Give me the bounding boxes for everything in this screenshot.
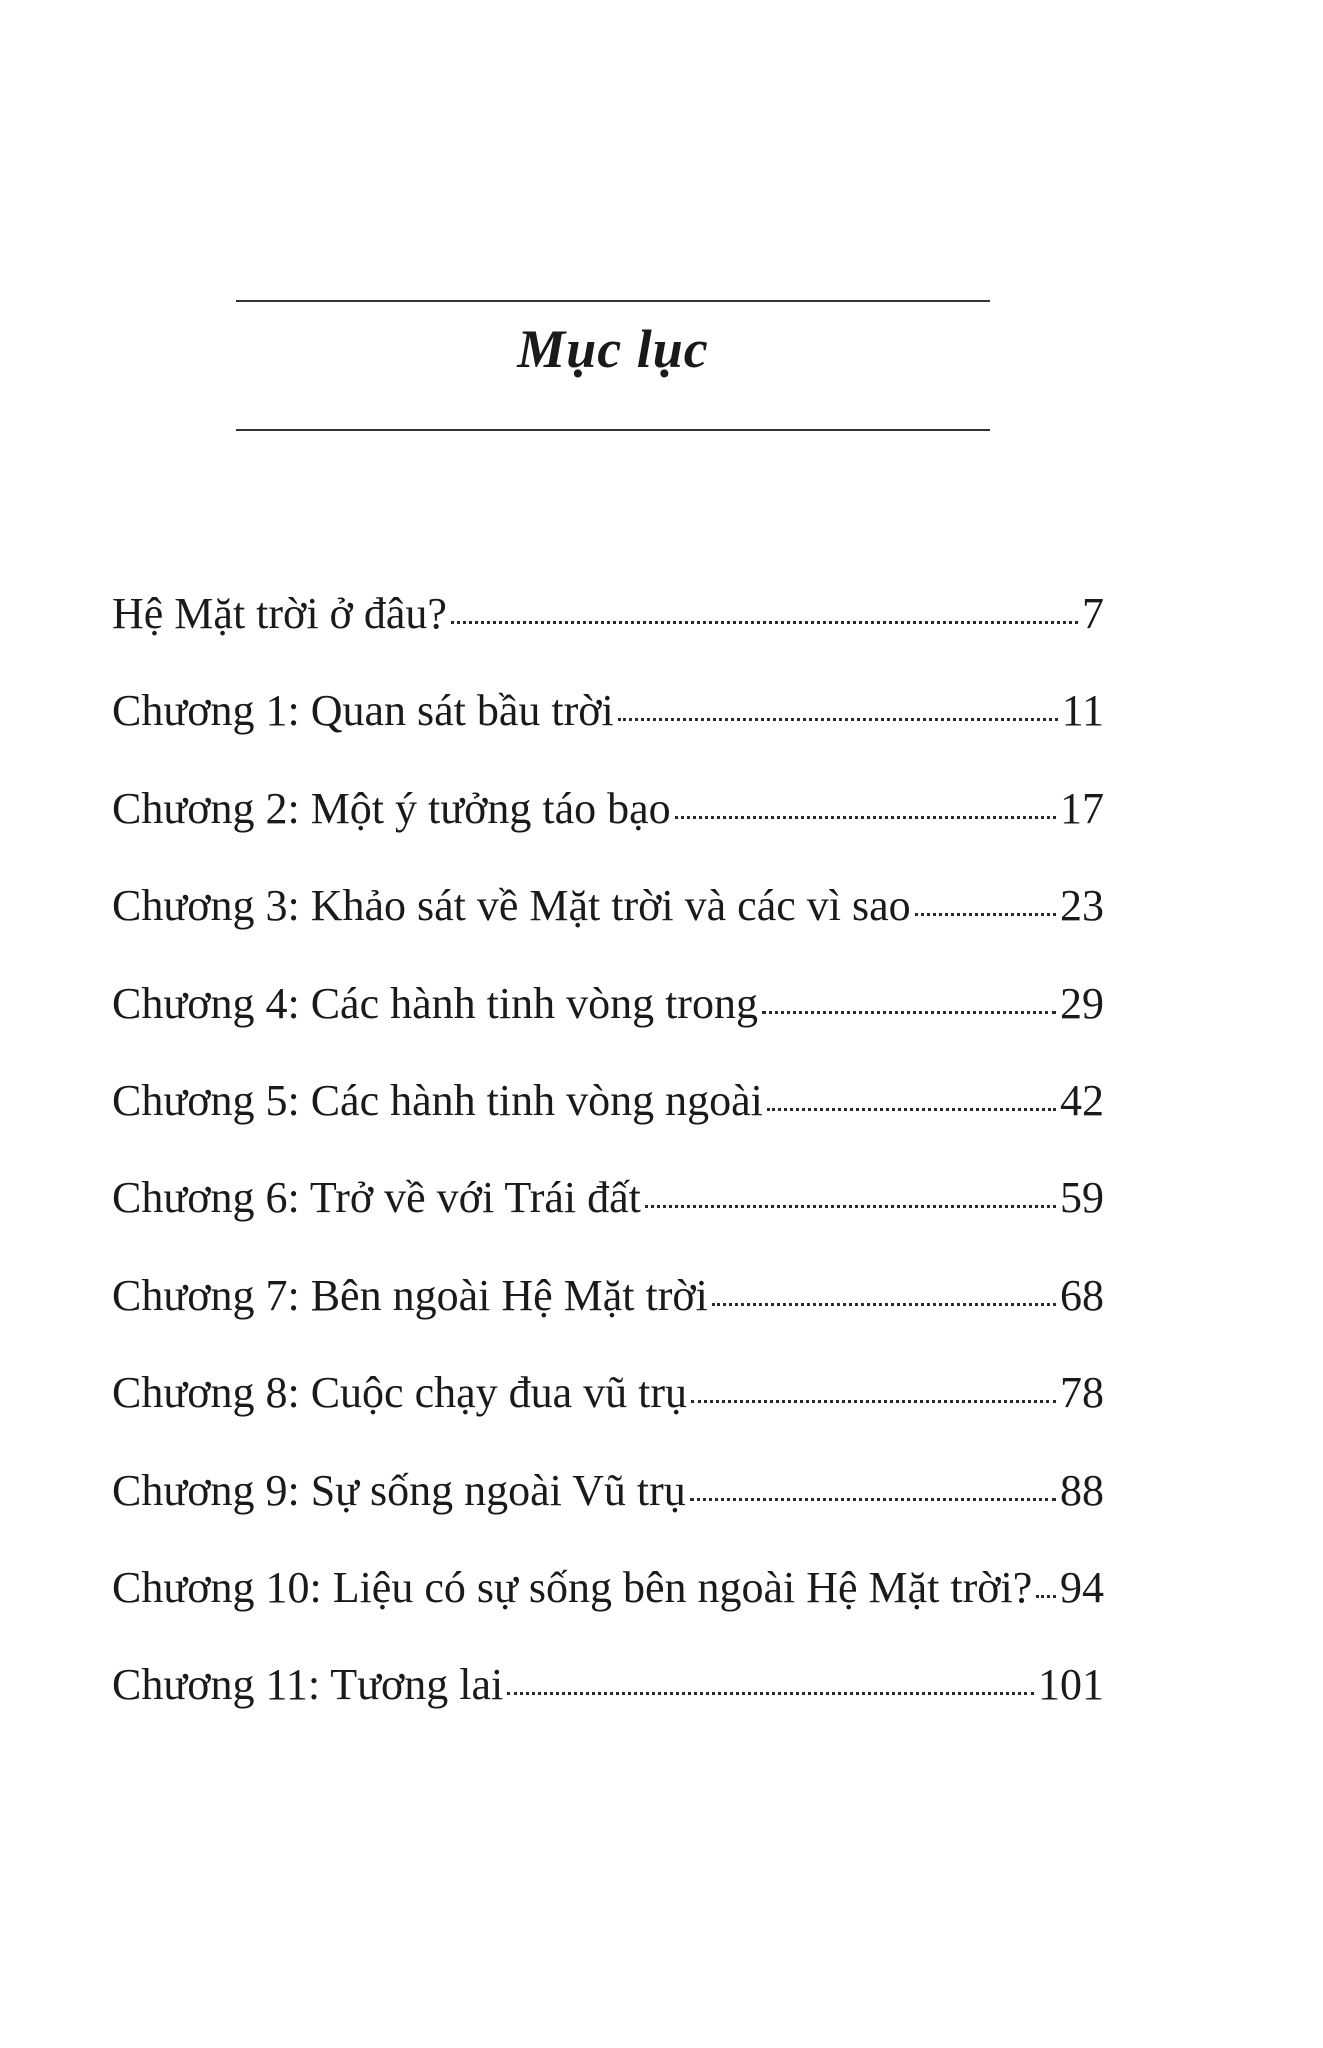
toc-entry[interactable] [112, 1344, 1104, 1441]
toc-entry-label: Chương 2: Một ý tưởng táo bạo [112, 783, 671, 833]
toc-entry-page: 68 [1060, 1270, 1104, 1320]
toc-entry-label: Chương 4: Các hành tinh vòng trong [112, 978, 758, 1028]
toc-dot-leader [675, 816, 1056, 819]
toc-dot-leader [451, 621, 1078, 624]
toc-entry[interactable] [112, 565, 1104, 662]
toc-dot-leader [915, 913, 1056, 916]
toc-dot-leader [1036, 1595, 1056, 1598]
toc-entry-label: Chương 3: Khảo sát về Mặt trời và các vì sao [112, 881, 911, 931]
toc-dot-leader [645, 1205, 1056, 1208]
toc-entry[interactable] [112, 1636, 1104, 1733]
toc-dot-leader [762, 1011, 1056, 1014]
toc-entry-page: 11 [1061, 686, 1104, 736]
toc-entry-page: 17 [1060, 783, 1104, 833]
toc-entry[interactable] [112, 857, 1104, 954]
toc-entry-page: 42 [1060, 1075, 1104, 1125]
toc-dot-leader [712, 1303, 1056, 1306]
toc-entry-label: Hệ Mặt trời ở đâu? [112, 589, 447, 638]
toc-entry-page: 101 [1038, 1660, 1104, 1710]
toc-entry[interactable] [112, 1052, 1104, 1149]
toc-entry-page: 88 [1060, 1465, 1104, 1515]
title-rule-top [236, 300, 990, 302]
toc-dot-leader [618, 718, 1058, 721]
toc-entry[interactable] [112, 955, 1104, 1052]
page-title: Mục lục [517, 319, 709, 379]
toc-entry-label: Chương 10: Liệu có sự sống bên ngoài Hệ Mặt trời? [112, 1562, 1033, 1612]
toc-entry-page: 7 [1082, 589, 1104, 638]
toc-entry-label: Chương 1: Quan sát bầu trời [112, 686, 614, 736]
table-of-contents [112, 565, 1104, 1734]
toc-entry-label: Chương 5: Các hành tinh vòng ngoài [112, 1075, 763, 1125]
toc-entry[interactable] [112, 1247, 1104, 1344]
toc-entry-label: Chương 7: Bên ngoài Hệ Mặt trời [112, 1270, 708, 1320]
toc-entry-label: Chương 8: Cuộc chạy đua vũ trụ [112, 1368, 688, 1418]
toc-entry-label: Chương 11: Tương lai [112, 1660, 504, 1710]
toc-entry[interactable] [112, 1539, 1104, 1636]
toc-entry-label: Chương 6: Trở về với Trái đất [112, 1173, 641, 1223]
title-rule-bottom [236, 429, 990, 431]
toc-entry[interactable] [112, 760, 1104, 857]
toc-entry[interactable] [112, 662, 1104, 759]
toc-entry[interactable] [112, 1149, 1104, 1246]
toc-entry-page: 78 [1060, 1368, 1104, 1418]
toc-dot-leader [690, 1498, 1056, 1501]
toc-entry-page: 94 [1060, 1562, 1104, 1612]
toc-dot-leader [691, 1400, 1056, 1403]
toc-entry-page: 23 [1060, 881, 1104, 931]
toc-dot-leader [767, 1108, 1056, 1111]
toc-entry-page: 29 [1060, 978, 1104, 1028]
toc-dot-leader [507, 1692, 1034, 1695]
toc-entry-page: 59 [1060, 1173, 1104, 1223]
toc-entry-label: Chương 9: Sự sống ngoài Vũ trụ [112, 1465, 686, 1515]
toc-entry[interactable] [112, 1442, 1104, 1539]
